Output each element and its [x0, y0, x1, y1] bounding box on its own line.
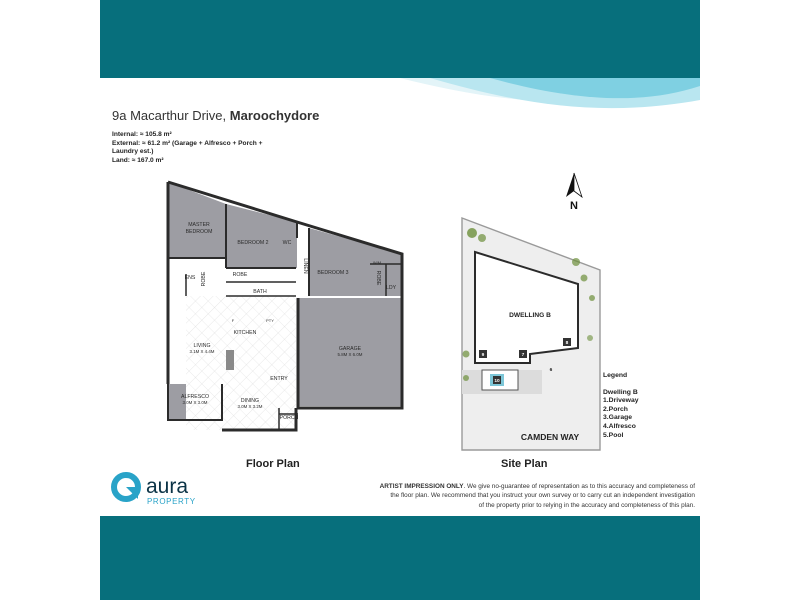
legend-title: Legend [603, 372, 628, 379]
room-bath: BATH [253, 289, 267, 295]
room-porch: PORCH [279, 415, 299, 421]
floor-plan-sheet [100, 78, 700, 516]
svg-text:PROPERTY: PROPERTY [147, 497, 196, 506]
room-pty: PTY [266, 318, 274, 323]
room-wc: WC [282, 240, 292, 246]
bedroom-2-room [226, 204, 297, 268]
room-living: LIVING [193, 343, 211, 349]
legend-item: 3.Garage [603, 414, 633, 422]
marker-10: 10 [494, 379, 500, 384]
marker-6: 6 [549, 368, 553, 373]
marker-8: 8 [565, 341, 569, 346]
north-arrow-icon [566, 173, 582, 212]
dwelling-label: DWELLING B [509, 312, 551, 319]
site-plan [462, 218, 600, 450]
floor-plan-caption: Floor Plan [246, 458, 300, 470]
legend-item: 5.Pool [603, 431, 624, 439]
marker-9: 9 [481, 353, 485, 358]
svg-text:aura: aura [146, 475, 189, 498]
room-garage: GARAGE [338, 346, 362, 352]
floor-plan [168, 182, 402, 430]
legend-item: 2.Porch [603, 405, 628, 413]
room-bedroom2: BEDROOM 2 [237, 240, 269, 246]
site-plan-caption: Site Plan [501, 458, 548, 470]
legend [603, 372, 639, 440]
room-alfresco: ALFRESCO [181, 394, 209, 400]
external-area: External: ≈ 61.2 m² (Garage + Alfresco + Porch + [112, 139, 263, 147]
top-teal-band [100, 0, 700, 78]
room-ldy: LDY [385, 285, 397, 291]
legend-item: 1.Driveway [603, 397, 639, 405]
property-address: 9a Macarthur Drive, Maroochydore [112, 108, 320, 123]
room-robe-main: ROBE [232, 272, 248, 278]
aura-property-logo [110, 470, 220, 510]
room-entry: ENTRY [270, 376, 288, 382]
room-robe-side: ROBE [201, 271, 207, 287]
marker-7: 7 [521, 353, 525, 358]
room-master-2: BEDROOM [185, 229, 213, 235]
room-wm: W/M [372, 260, 382, 265]
external-area-cont: Laundry est.) [112, 148, 154, 156]
left-margin [0, 0, 100, 600]
room-bedroom3: BEDROOM 3 [317, 270, 349, 276]
room-ens: ENS [184, 275, 196, 281]
internal-area: Internal: ≈ 105.8 m² [112, 131, 172, 138]
bottom-teal-band [100, 516, 700, 600]
room-kitchen: KITCHEN [233, 330, 257, 336]
room-f: F [231, 318, 235, 323]
room-garage-dim: 5.8M X 6.0M [337, 352, 363, 357]
street-label: CAMDEN WAY [520, 432, 580, 442]
room-alfresco-dim: 3.0M X 3.0M [182, 400, 208, 405]
svg-text:N: N [570, 200, 578, 212]
room-living-dim: 3.1M X 4.4M [189, 349, 215, 354]
master-bedroom-room [168, 182, 226, 258]
room-dining-dim: 3.0M X 3.2M [237, 404, 263, 409]
room-master-1: MASTER [188, 222, 210, 228]
kitchen-island [226, 350, 234, 370]
land-area: Land: ≈ 167.0 m² [112, 156, 164, 164]
room-linen: LINEN [302, 258, 308, 274]
room-robe-b3: ROBE [375, 270, 381, 286]
room-dining: DINING [240, 398, 260, 404]
legend-subtitle: Dwelling B [603, 388, 638, 396]
plan-drawing [100, 78, 700, 516]
right-margin [700, 0, 800, 600]
disclaimer: ARTIST IMPRESSION ONLY. We give no-guarantee of representation as to this accuracy and completeness of the floor plan. We recommend that you instruct your own survey or to carry cut an independent investigation of the property prior to relying in the accuracy and completeness of this plan. [379, 483, 695, 509]
legend-item: 4.Alfresco [603, 422, 636, 430]
